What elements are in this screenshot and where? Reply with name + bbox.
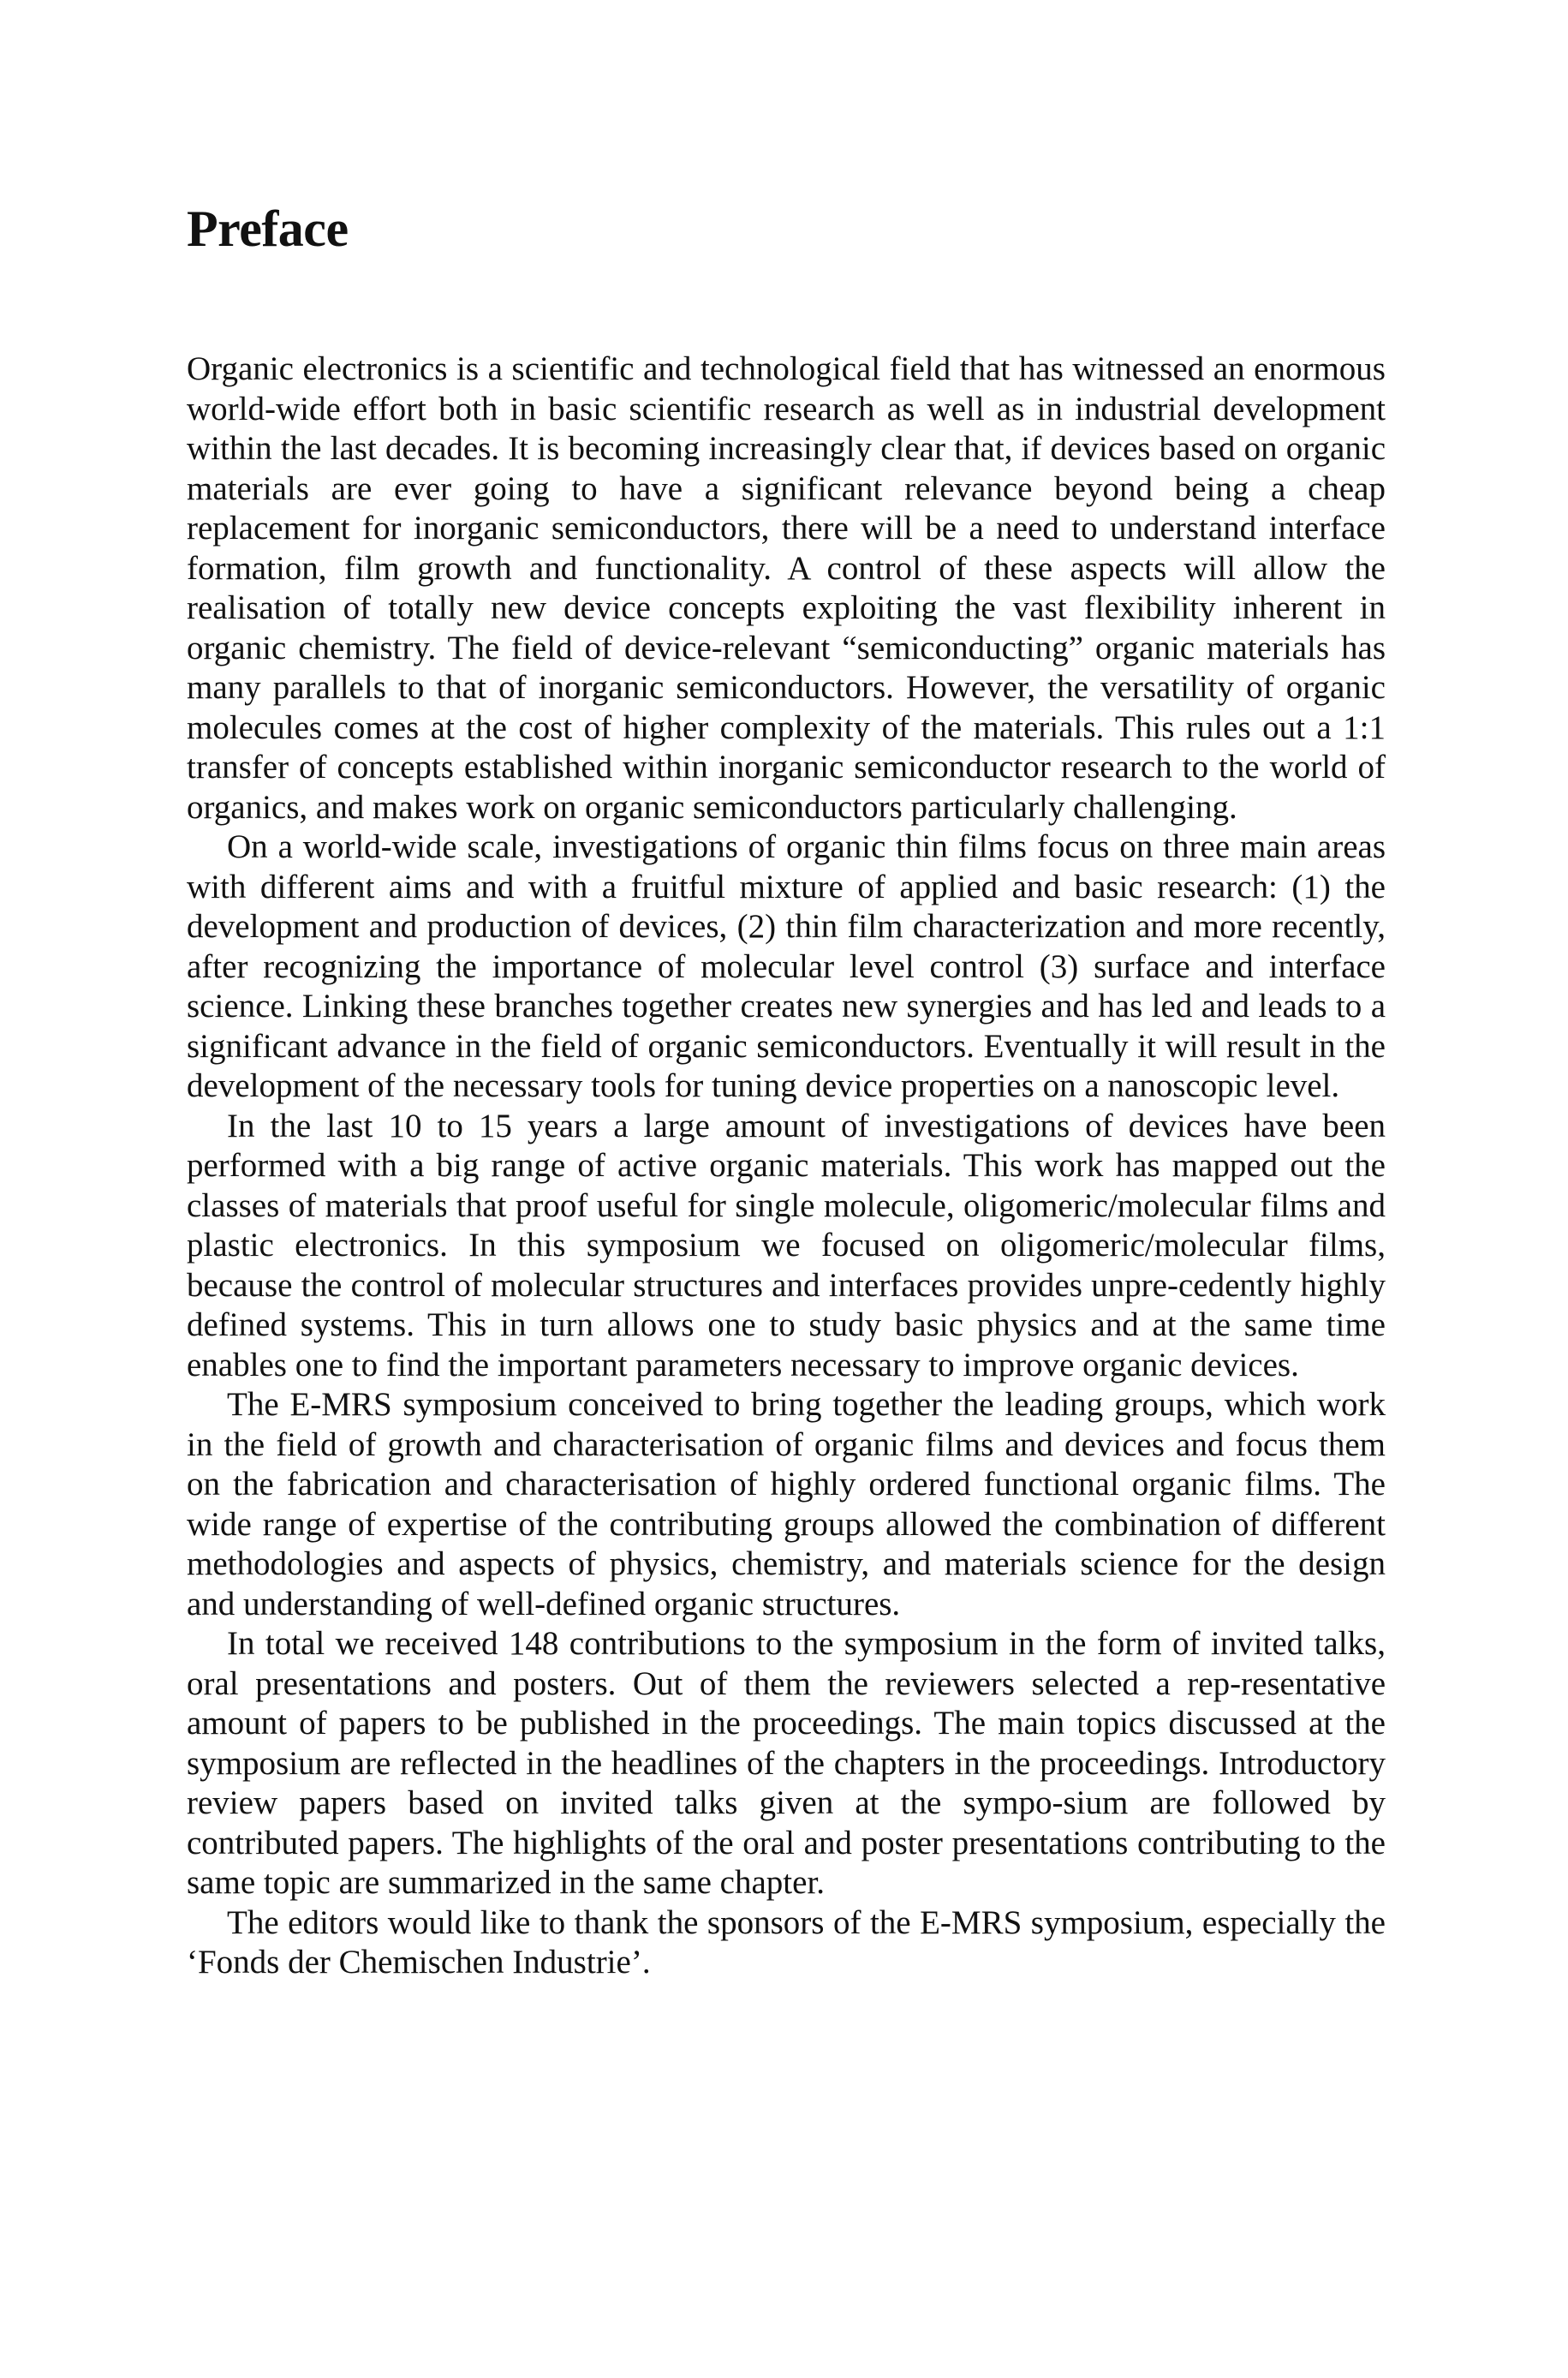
paragraph-3: In the last 10 to 15 years a large amount of investigations of devices have been performed with a big range of active organic materials. This work has mapped out the classes of materials that proof useful for single molecule, oligomeric/molecular films and plastic electronics. In this symposium we focused on oligomeric/molecular films, because the control of molecular structures and interfaces provides unpre-cedently highly defined systems. This in turn allows one to study basic physics and at the same time enables one to find the important parameters necessary to improve organic devices. xyxy=(187,1107,1386,1383)
paragraph-6: The editors would like to thank the sponsors of the E-MRS symposium, especially the ‘Fonds der Chemischen Industrie’. xyxy=(187,1903,1386,1981)
paragraph-5: In total we received 148 contributions to the symposium in the form of invited talks, oral presentations and posters. Out of them the reviewers selected a rep-resentative amount of papers to be published in the proceedings. The main topics discussed at the symposium are reflected in the headlines of the chapters in the proceedings. Introductory review papers based on invited talks given at the sympo-sium are followed by contributed papers. The highlights of the oral and poster presentations contributing to the same topic are summarized in the same chapter. xyxy=(187,1625,1386,1901)
page-title: Preface xyxy=(187,200,349,257)
paragraph-2: On a world-wide scale, investigations of organic thin films focus on three main areas with different aims and with a fruitful mixture of applied and basic research: (1) the development and production of devices, (2) thin film characterization and more recently, after recognizing the importance of molecular level control (3) surface and interface science. Linking these branches together creates new synergies and has led and leads to a significant advance in the field of organic semiconductors. Eventually it will result in the development of the necessary tools for tuning device properties on a nanoscopic level. xyxy=(187,828,1386,1104)
paragraph-1: Organic electronics is a scientific and technological field that has witnessed an enormous world-wide effort both in basic scientific research as well as in industrial development within the last decades. It is becoming increasingly clear that, if devices based on organic materials are ever going to have a significant relevance beyond being a cheap replacement for inorganic semiconductors, there will be a need to understand interface formation, film growth and functionality. A control of these aspects will allow the realisation of totally new device concepts exploiting the vast flexibility inherent in organic chemistry. The field of device-relevant “semiconducting” organic materials has many parallels to that of inorganic semiconductors. However, the versatility of organic molecules comes at the cost of higher complexity of the materials. This rules out a 1:1 transfer of concepts established within inorganic semiconductor research to the world of organics, and makes work on organic semiconductors particularly challenging. xyxy=(187,350,1386,826)
preface-body xyxy=(187,350,1386,1983)
paragraph-4: The E-MRS symposium conceived to bring together the leading groups, which work in the field of growth and characterisation of organic films and devices and focus them on the fabrication and characterisation of highly ordered functional organic films. The wide range of expertise of the contributing groups allowed the combination of different methodologies and aspects of physics, chemistry, and materials science for the design and understanding of well-defined organic structures. xyxy=(187,1386,1386,1622)
